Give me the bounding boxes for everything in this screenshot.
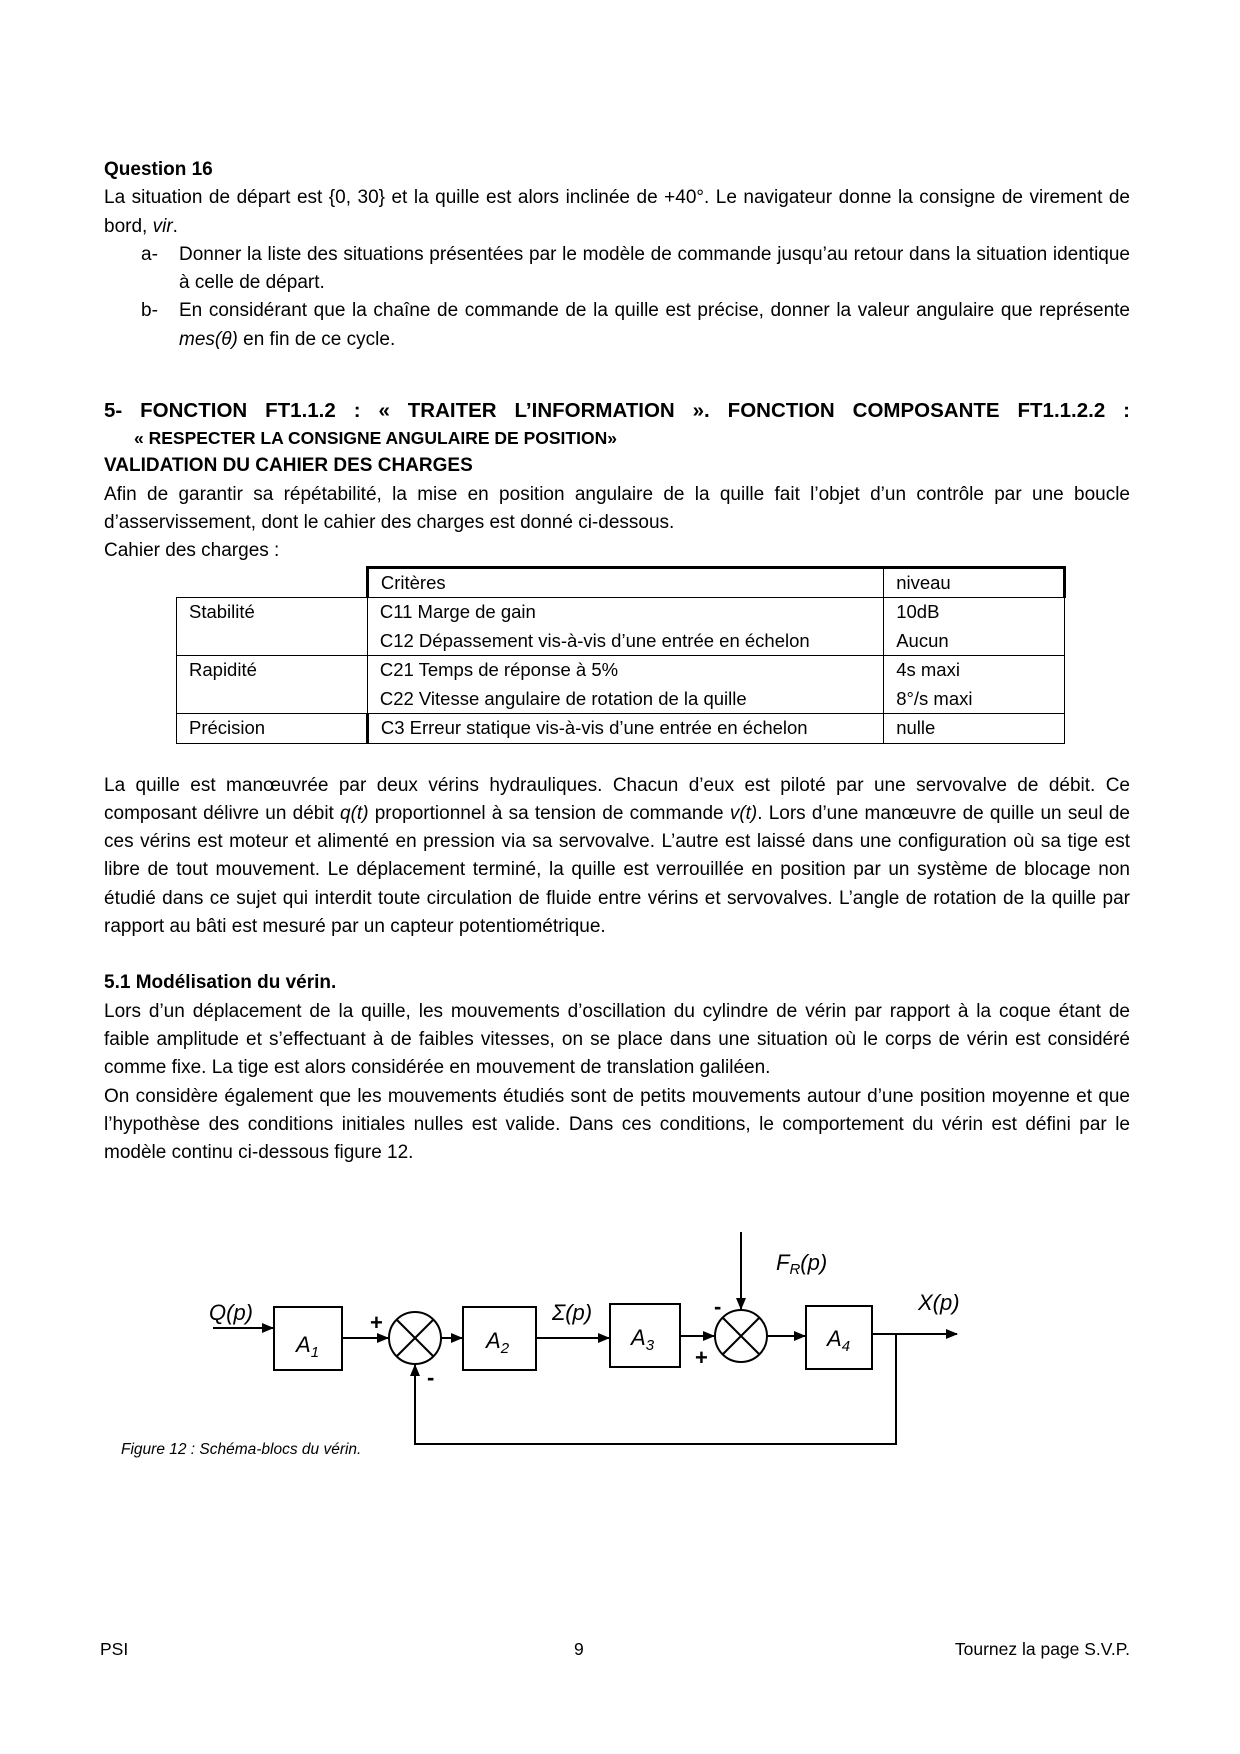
table-cell-criteria: C3 Erreur statique vis-à-vis d’une entrée en échelon bbox=[367, 714, 883, 744]
subsection-paragraph: On considère également que les mouvements étudiés sont de petits mouvements autour d’une position moyenne et que l’hypothèse des conditions initiales nulles est valide. Dans ces conditions, le comportement du vérin est défini par le modèle continu ci-dessous figure 12. bbox=[104, 1085, 1130, 1164]
table-cell-category: Précision bbox=[177, 714, 368, 744]
table-cell-level: 8°/s maxi bbox=[884, 685, 1065, 714]
feedback-loop bbox=[415, 1334, 896, 1444]
body-paragraph bbox=[104, 772, 1130, 942]
table-cell-criteria: C21 Temps de réponse à 5% bbox=[367, 656, 883, 685]
list-marker: b- bbox=[141, 300, 158, 322]
table-cell-criteria: C12 Dépassement vis-à-vis d’une entrée en échelon bbox=[367, 627, 883, 656]
list-item-a bbox=[104, 241, 1130, 298]
subsection-title: 5.1 Modélisation du vérin. bbox=[104, 972, 337, 994]
section-subtitle: « RESPECTER LA CONSIGNE ANGULAIRE DE POSITION» bbox=[134, 428, 617, 449]
sign-plus: + bbox=[370, 1310, 383, 1335]
label-disturbance: FR(p) bbox=[776, 1250, 828, 1278]
question-intro-end: . bbox=[172, 215, 178, 237]
list-item-text-end: en fin de ce cycle. bbox=[237, 328, 396, 350]
question-intro-var: vir bbox=[152, 215, 173, 237]
table-row bbox=[177, 656, 1065, 685]
list-item-b bbox=[104, 297, 1130, 354]
summing-junction-2 bbox=[715, 1310, 767, 1362]
block-a2 bbox=[463, 1307, 536, 1370]
block-a1 bbox=[274, 1307, 342, 1370]
requirements-table bbox=[176, 566, 1066, 744]
table-cell-level: 10dB bbox=[884, 598, 1065, 627]
sign-minus: - bbox=[427, 1365, 435, 1390]
footer-right: Tournez la page S.V.P. bbox=[954, 1639, 1130, 1659]
table-cell-level: 4s maxi bbox=[884, 656, 1065, 685]
table-row bbox=[177, 685, 1065, 714]
table-cell-category: Stabilité bbox=[177, 598, 368, 627]
body-var-v: v(t) bbox=[729, 802, 758, 824]
label-sigma: Σ(p) bbox=[552, 1300, 593, 1325]
section-paragraph: Afin de garantir sa répétabilité, la mise en position angulaire de la quille fait l’objet d’un contrôle par une boucle d’asservissement, dont le cahier des charges est donné ci-dessous. bbox=[104, 483, 1130, 533]
footer-left: PSI bbox=[100, 1639, 129, 1659]
cdc-label: Cahier des charges : bbox=[104, 540, 280, 562]
table-cell-category: Rapidité bbox=[177, 656, 368, 685]
page-number: 9 bbox=[574, 1639, 584, 1659]
table-row bbox=[177, 627, 1065, 656]
list-item-text: En considérant que la chaîne de commande de la quille est précise, donner la valeur angulaire que représente bbox=[179, 300, 1130, 322]
list-item-text: Donner la liste des situations présentées par le modèle de commande jusqu’au retour dans la situation identique à celle de départ. bbox=[179, 243, 1130, 294]
table-row bbox=[177, 598, 1065, 627]
section-title: 5- FONCTION FT1.1.2 : « TRAITER L’INFORMATION ». FONCTION COMPOSANTE FT1.1.2.2 : bbox=[104, 399, 1130, 423]
question-title: Question 16 bbox=[104, 159, 213, 180]
table-cell-criteria: C22 Vitesse angulaire de rotation de la quille bbox=[367, 685, 883, 714]
block-a3 bbox=[610, 1304, 680, 1367]
table-cell-level: Aucun bbox=[884, 627, 1065, 656]
table-cell-category bbox=[177, 685, 368, 714]
question-intro-text: La situation de départ est {0, 30} et la quille est alors inclinée de +40°. Le navigateur donne la consigne de virement de bord, bbox=[104, 187, 1130, 237]
subsection-paragraph: Lors d’un déplacement de la quille, les mouvements d’oscillation du cylindre de vérin par rapport à la coque étant de faible amplitude et s’effectuant à de faibles vitesses, on se place dans une situation où le corps de vérin est considéré comme fixe. La tige est alors considérée en mouvement de translation galiléen. bbox=[104, 1000, 1130, 1079]
list-marker: a- bbox=[141, 243, 158, 265]
block-a1-label: $A_1$ bbox=[296, 1332, 320, 1361]
figure-caption: Figure 12 : Schéma-blocs du vérin. bbox=[121, 1441, 362, 1458]
body-text: proportionnel à sa tension de commande bbox=[368, 802, 730, 824]
table-cell-level: nulle bbox=[884, 714, 1065, 744]
table-header-level: niveau bbox=[884, 567, 1065, 598]
list-item-var: mes(θ) bbox=[179, 328, 238, 350]
table-header-criteria: Critères bbox=[367, 567, 883, 598]
summing-junction-1 bbox=[389, 1312, 441, 1364]
page-content bbox=[104, 156, 1130, 1167]
body-var-q: q(t) bbox=[340, 802, 369, 824]
table-header-row bbox=[177, 567, 1065, 598]
label-input: Q(p) bbox=[209, 1300, 253, 1325]
block-a4-label: $A_4$ bbox=[827, 1326, 851, 1355]
table-cell-criteria: C11 Marge de gain bbox=[367, 598, 883, 627]
table-row bbox=[177, 714, 1065, 744]
label-output: X(p) bbox=[918, 1290, 960, 1315]
block-a2-label: $A_2$ bbox=[486, 1328, 510, 1357]
body-text: . Lors d’une manœuvre de quille un seul de ces vérins est moteur et alimenté en pression via sa servovalve. L’autre est laissé dans une configuration où sa tige est libre de tout mouvement. Le déplacement terminé, la quille est verrouillée en position par un système de blocage non étudié dans ce sujet qui interdit toute circulation de fluide entre vérins et servovalves. L’angle de rotation de la quille par rapport au bâti est mesuré par un capteur potentiométrique. bbox=[104, 802, 1130, 938]
block-a4 bbox=[806, 1306, 872, 1369]
sign-plus: + bbox=[695, 1345, 708, 1370]
question-intro bbox=[104, 184, 1130, 241]
body-text: La quille est manœuvrée par deux vérins hydrauliques. Chacun d’eux est piloté par une servovalve de débit. Ce composant délivre un débit bbox=[104, 774, 1130, 824]
table-cell-category bbox=[177, 627, 368, 656]
block-a3-label: $A_3$ bbox=[631, 1325, 655, 1354]
sign-minus: - bbox=[714, 1294, 722, 1319]
section-heading: VALIDATION DU CAHIER DES CHARGES bbox=[104, 455, 473, 477]
